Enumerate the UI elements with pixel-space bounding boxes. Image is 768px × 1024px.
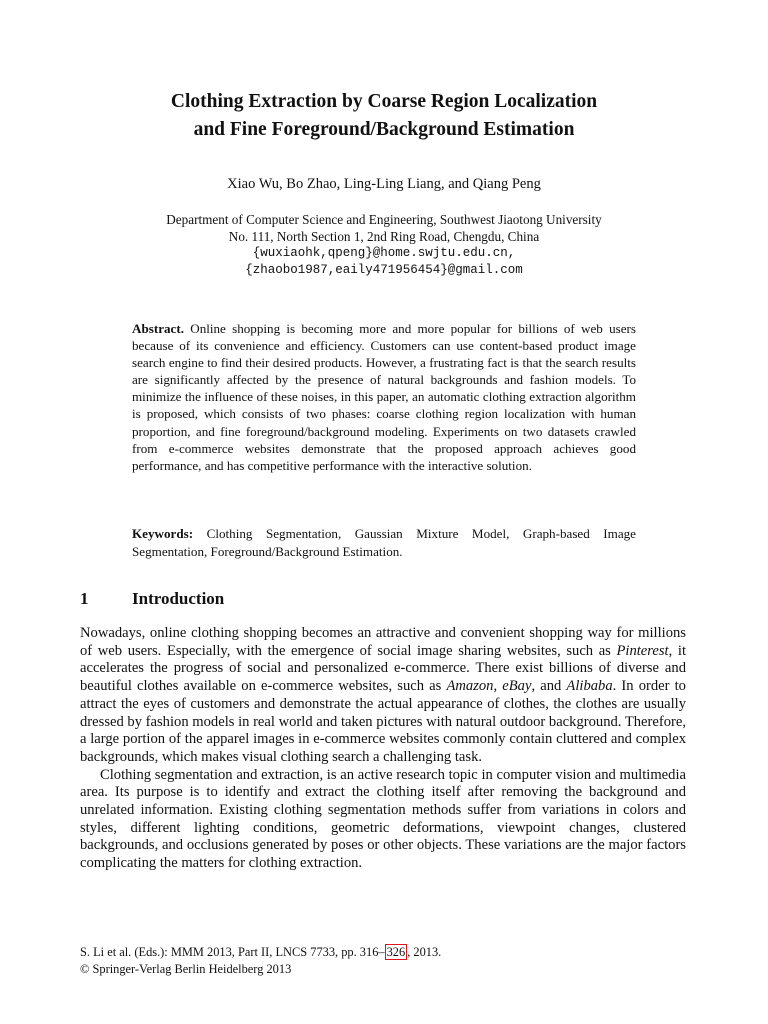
title-line-1: Clothing Extraction by Coarse Region Localization: [170, 91, 598, 112]
section-heading-introduction: [80, 589, 224, 609]
affiliation-address: No. 111, North Section 1, 2nd Ring Road, Chengdu, China: [228, 229, 540, 244]
paragraph: Clothing segmentation and extraction, is an active research topic in computer vision and multimedia area. Its purpose is to identify and extract the clothing itself after removing the background and unrelated information. Existing clothing segmentation methods suffer from variations in colors and styles, different lighting conditions, geometric deformations, viewpoint changes, clustered backgrounds, and occlusions generated by poses or other objects. These variations are the major factors complicating the matters for clothing extraction.: [80, 766, 686, 872]
affiliation-department: Department of Computer Science and Engineering, Southwest Jiaotong University: [166, 212, 602, 227]
citation-text: , 2013.: [407, 945, 442, 959]
paragraph-text: , and: [531, 678, 567, 695]
page-reference-link[interactable]: 326: [386, 945, 406, 959]
section-number: 1: [80, 589, 89, 608]
site-name-pinterest: Pinterest: [616, 642, 669, 659]
keywords: [132, 525, 636, 560]
paragraph-text: Nowadays, online clothing shopping becomes an attractive and convenient shopping way for millions of web users. Especially, with the emergence of social image sharing websites, such as: [80, 625, 686, 659]
section-title: Introduction: [132, 589, 225, 608]
paragraph-text: , it accelerates the progress of social and personalized e-commerce. There exist billions of diverse and beautiful clothes available on e-commerce websites, such as: [80, 642, 686, 695]
citation-line: [80, 944, 441, 961]
footer-citation: [80, 944, 441, 978]
site-name-alibaba: Alibaba: [566, 678, 613, 695]
citation-text: S. Li et al. (Eds.): MMM 2013, Part II, LNCS 7733, pp. 316–: [80, 945, 385, 959]
paragraph-text: . In order to attract the eyes of customers and demonstrate the actual appearance of clothes, the clothes are usually dressed by fashion models in real world and taken pictures with natural outdoor background. Therefore, a large portion of the apparel images in e-commerce websites commonly contain cluttered and complex backgrounds, which makes visual clothing search a challenging task.: [80, 678, 687, 765]
paragraph-text: ,: [493, 678, 503, 695]
site-name-ebay: eBay: [502, 678, 532, 695]
site-name-amazon: Amazon: [446, 678, 494, 695]
abstract-text: Online shopping is becoming more and more popular for billions of web users because of its convenience and efficiency. Customers can use content-based product image search engine to find their desired products. However, a frustrating fact is that the search results are significantly affected by the presence of natural backgrounds and fashion models. To minimize the influence of these noises, in this paper, an automatic clothing extraction algorithm is proposed, which consists of two phases: coarse clothing region localization with human proportion, and fine foreground/background modeling. Experiments on two datasets crawled from e-commerce websites demonstrate that the proposed approach achieves good performance, and has competitive performance with the interactive solution.: [132, 321, 636, 473]
keywords-label: Keywords:: [132, 526, 194, 541]
copyright-line: © Springer-Verlag Berlin Heidelberg 2013: [80, 962, 292, 976]
abstract: [132, 320, 636, 474]
author-list: Xiao Wu, Bo Zhao, Ling-Ling Liang, and Qiang Peng: [227, 176, 541, 192]
abstract-label: Abstract.: [132, 321, 184, 336]
keywords-text: Clothing Segmentation, Gaussian Mixture Model, Graph-based Image Segmentation, Foreground/Background Estimation.: [132, 526, 636, 559]
email-line-1: {wuxiaohk,qpeng}@home.swjtu.edu.cn,: [252, 246, 516, 260]
email-line-2: {zhaobo1987,eaily471956454}@gmail.com: [245, 263, 523, 277]
affiliation: [60, 211, 708, 279]
introduction-body: [80, 625, 686, 873]
title-line-2: and Fine Foreground/Background Estimation: [193, 119, 575, 140]
paper-title: [60, 88, 708, 144]
paragraph: [80, 625, 686, 767]
